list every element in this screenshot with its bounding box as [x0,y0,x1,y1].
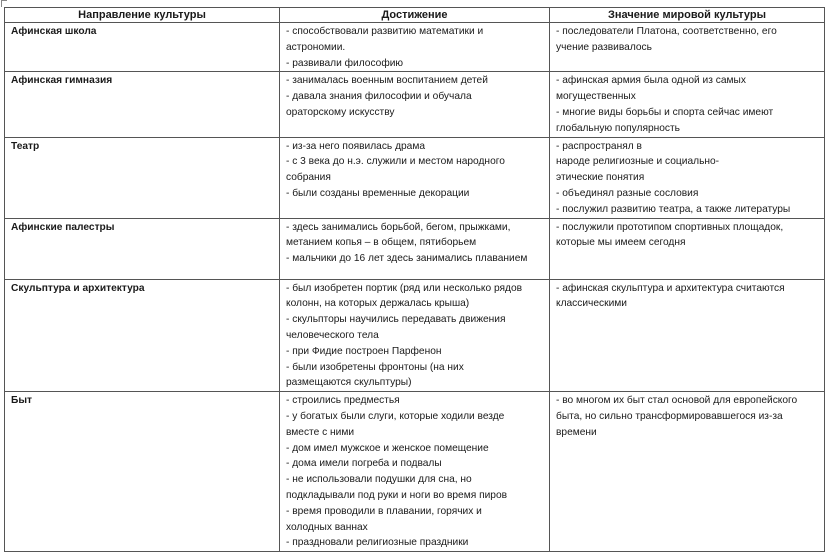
achievement-line: - способствовали развитию математики и [286,26,484,37]
table-row [5,279,825,392]
significance-line: - послужил развитию театра, а также литературы [556,203,791,215]
significance-line: - последователи Платона, соответственно, его [556,26,777,37]
achievement-line: - дома имели погреба и подвалы [286,458,442,470]
significance-cell [550,137,825,218]
achievement-line: холодных ваннах [286,521,368,533]
achievement-line: - время проводили в плавании, горячих и [286,505,482,517]
achievement-line: - давала знания философии и обучала [286,91,472,103]
table-row [5,392,825,552]
achievement-line: - был изобретен портик (ряд или несколько рядов [286,282,523,294]
achievement-line: - строились предместья [286,395,400,407]
achievement-line: - дом имел мужское и женское помещение [286,442,489,454]
significance-line: - во многом их быт стал основой для европейского [556,395,798,407]
header-direction: Направление культуры [5,8,280,23]
achievement-line: ораторскому искусству [286,106,395,118]
direction-cell: Афинская школа [5,23,280,72]
significance-line: быта, но сильно трансформировавшегося из-за [556,410,783,422]
achievement-line: размещаются скульптуры) [286,377,412,389]
culture-table [4,7,825,552]
achievement-line: - мальчики до 16 лет здесь занимались плаванием [286,253,528,265]
table-row [5,137,825,218]
achievement-cell [280,279,550,392]
significance-line: глобальную популярность [556,122,680,134]
significance-line: времени [556,426,597,438]
achievement-line: вместе с ними [286,426,355,438]
achievement-line: - были созданы временные декорации [286,187,470,199]
direction-cell: Афинские палестры [5,218,280,279]
significance-line: классическими [556,298,627,310]
direction-cell: Афинская гимназия [5,72,280,137]
achievement-cell [280,72,550,137]
direction-cell: Быт [5,392,280,552]
achievement-line: - скульпторы научились передавать движения [286,314,506,326]
corner-crop-mark [1,0,7,7]
significance-line: - афинская армия была одной из самых [556,75,746,87]
significance-line: учение развивалось [556,41,652,53]
significance-line: этические понятия [556,172,645,184]
achievement-cell [280,137,550,218]
achievement-line: - не использовали подушки для сна, но [286,474,472,486]
achievement-cell [280,392,550,552]
significance-line: которые мы имеем сегодня [556,237,686,249]
achievement-line: человеческого тела [286,329,379,341]
significance-cell [550,218,825,279]
achievement-line: метанием копья – в общем, пятиборьем [286,237,477,249]
significance-line: могущественных [556,91,636,103]
significance-line: - послужили прототипом спортивных площадок, [556,221,784,233]
significance-cell [550,279,825,392]
achievement-line: подкладывали под руки и ноги во время пиров [286,489,508,501]
direction-cell: Театр [5,137,280,218]
table-row [5,218,825,279]
significance-line: - афинская скульптура и архитектура считаются [556,282,785,294]
achievement-line: астрономии. [286,41,346,53]
achievement-line: - развивали философию [286,57,404,69]
significance-cell [550,23,825,72]
achievement-line: - из-за него появилась драма [286,140,426,152]
significance-line: - объединял разные сословия [556,187,699,199]
achievement-line: - занималась военным воспитанием детей [286,75,488,87]
achievement-line: - праздновали религиозные праздники [286,537,469,549]
achievement-line: - с 3 века до н.э. служили и местом народного [286,156,505,168]
header-significance: Значение мировой культуры [550,8,825,23]
table-row [5,72,825,137]
significance-line: - многие виды борьбы и спорта сейчас имеют [556,106,774,118]
achievement-line: - при Фидие построен Парфенон [286,345,442,357]
achievement-line: - были изобретены фронтоны (на них [286,361,464,373]
significance-line: народе религиозные и социально- [556,156,720,168]
header-row [5,8,825,23]
achievement-cell [280,23,550,72]
header-achievement: Достижение [280,8,550,23]
achievement-line: - здесь занимались борьбой, бегом, прыжками, [286,221,511,233]
table-row [5,23,825,72]
direction-cell: Скульптура и архитектура [5,279,280,392]
achievement-line: колонн, на которых держалась крыша) [286,298,470,310]
achievement-line: собрания [286,172,331,184]
significance-line: - распространял в [556,140,642,152]
significance-cell [550,392,825,552]
achievement-cell [280,218,550,279]
significance-cell [550,72,825,137]
achievement-line: - у богатых были слуги, которые ходили везде [286,410,505,422]
table-body [5,23,825,552]
